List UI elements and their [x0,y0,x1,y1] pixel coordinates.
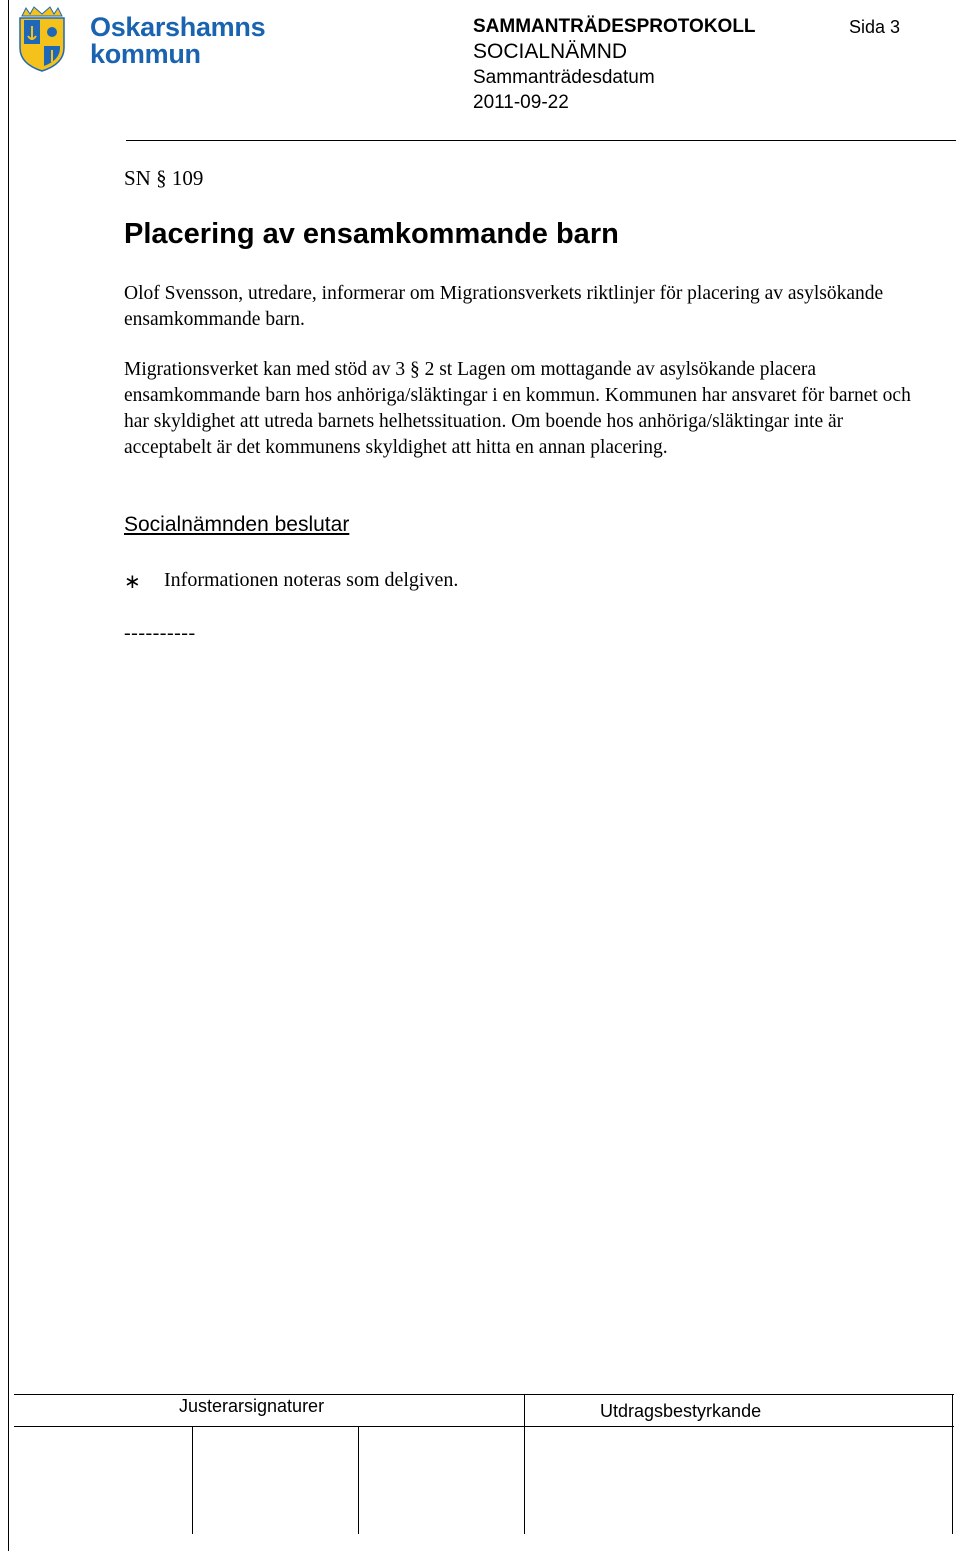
meeting-date-label: Sammanträdesdatum [473,67,655,88]
decision-heading: Socialnämnden beslutar [124,513,350,536]
document-type: SAMMANTRÄDESPROTOKOLL [473,16,756,37]
logo-wordmark [90,14,265,68]
left-margin-rule [8,0,9,1551]
table-row-divider [14,1426,954,1427]
paragraph: Migrationsverket kan med stöd av 3 § 2 st Lagen om mottagande av asylsökande placera ensamkommande barn hos anhöriga/släktingar i en kommun. Kommunen har ansvaret för barnet och har skyldighet att utreda barnets helhetssituation. Om boende hos anhöriga/släktingar inte är acceptabelt är det kommunens skyldighet att hitta en annan placering. [124,359,911,458]
page-title: Placering av ensamkommande barn [124,218,619,250]
crest-icon [16,6,68,72]
section-number: SN § 109 [124,166,204,190]
end-marker: ---------- [124,622,196,644]
table-column-divider [358,1426,359,1534]
paragraph: Olof Svensson, utredare, informerar om Migrationsverkets riktlinjer för placering av asylsökande ensamkommande barn. [124,283,884,330]
signature-label: Justerarsignaturer [179,1396,325,1416]
certification-label: Utdragsbestyrkande [600,1401,762,1421]
logo-line-1: Oskarshamns [90,12,266,42]
header-divider [126,140,956,141]
table-column-divider [192,1426,193,1534]
page-number: Sida 3 [849,17,901,37]
table-column-divider [524,1394,525,1534]
table-border-right [952,1394,953,1534]
bullet-marker: ∗ [124,571,141,593]
table-border-top [14,1394,954,1395]
decision-item: Informationen noteras som delgiven. [164,569,459,591]
municipality-logo [16,6,266,74]
meeting-date: 2011-09-22 [473,92,569,113]
signature-table [14,1394,954,1534]
board-name: SOCIALNÄMND [473,40,628,63]
logo-line-2: kommun [90,39,201,69]
